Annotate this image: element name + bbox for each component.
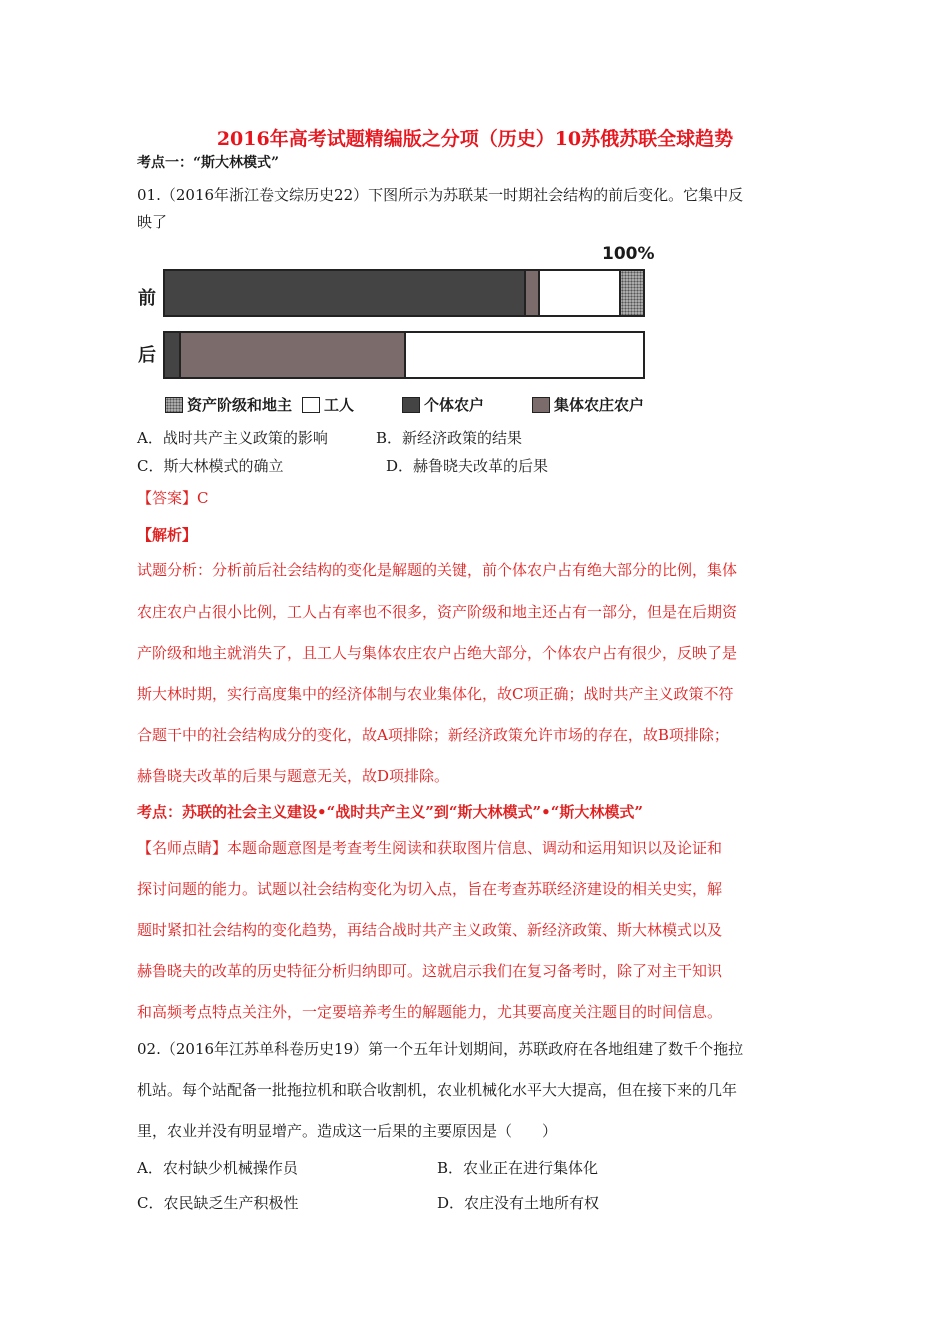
q1-option-c: C．斯大林模式的确立 [137, 457, 284, 475]
legend-swatch [165, 397, 183, 413]
q1-option-a: A．战时共产主义政策的影响 [137, 429, 328, 447]
analysis-line: 产阶级和地主就消失了，且工人与集体农庄农户占绝大部分，个体农户占有很少，反映了是 [137, 644, 738, 662]
bar-segment-workers [404, 333, 643, 377]
analysis-line: 农庄农户占很小比例，工人占有率也不很多，资产阶级和地主还占有一部分，但是在后期资 [137, 603, 738, 621]
bar-after [163, 331, 645, 379]
chart-legend [165, 394, 644, 415]
kaodian-line: 考点：苏联的社会主义建设•“战时共产主义”到“斯大林模式”•“斯大林模式” [137, 803, 643, 821]
legend-swatch [302, 397, 320, 413]
legend-swatch [532, 397, 550, 413]
row-label-before: 前 [138, 288, 156, 309]
bar-segment-workers [538, 271, 619, 315]
legend-label: 集体农庄农户 [554, 396, 645, 414]
q2-stem-line: 机站。每个站配备一批拖拉机和联合收割机，农业机械化水平大大提高，但在接下来的几年 [137, 1081, 738, 1099]
q2-stem-line: 里，农业并没有明显增产。造成这一后果的主要原因是（ ） [137, 1122, 558, 1140]
bar-segment-individual-farmers [165, 271, 524, 315]
analysis-line: 赫鲁晓夫改革的后果与题意无关，故D项排除。 [137, 767, 450, 785]
analysis-line: 合题干中的社会结构成分的变化，故A项排除；新经济政策允许市场的存在，故B项排除； [137, 726, 729, 744]
q1-analysis-label: 【解析】 [137, 526, 198, 544]
bar-segment-collective-farmers [179, 333, 404, 377]
analysis-line: 斯大林时期，实行高度集中的经济体制与农业集体化，故C项正确；战时共产主义政策不符 [137, 685, 734, 703]
legend-swatch [402, 397, 420, 413]
page-title: 2016年高考试题精编版之分项（历史）10苏俄苏联全球趋势 [216, 128, 734, 150]
analysis-line: 试题分析：分析前后社会结构的变化是解题的关键，前个体农户占有绝大部分的比例，集体 [137, 561, 738, 579]
legend-item-collective-farmers [532, 394, 644, 415]
row-label-after: 后 [138, 345, 156, 366]
axis-100-label: 100% [602, 244, 655, 264]
legend-item-individual-farmers [402, 394, 484, 415]
teacher-line: 和高频考点特点关注外，一定要培养考生的解题能力，尤其要高度关注题目的时间信息。 [137, 1003, 723, 1021]
section-heading: 考点一：“斯大林模式” [137, 155, 280, 171]
teacher-line: 题时紧扣社会结构的变化趋势，再结合战时共产主义政策、新经济政策、斯大林模式以及 [137, 921, 723, 939]
bar-segment-individual-farmers [165, 333, 179, 377]
q2-option-a: A．农村缺少机械操作员 [137, 1159, 298, 1177]
q2-stem-line: 02.（2016年江苏单科卷历史19）第一个五年计划期间，苏联政府在各地组建了数千个拖拉 [137, 1040, 744, 1058]
q1-option-b: B．新经济政策的结果 [376, 429, 523, 447]
q1-option-d: D．赫鲁晓夫改革的后果 [386, 457, 549, 475]
q1-stem-line2: 映了 [137, 213, 168, 231]
q2-option-d: D．农庄没有土地所有权 [437, 1194, 600, 1212]
bar-before [163, 269, 645, 317]
bar-segment-collective-farmers [524, 271, 538, 315]
teacher-line: 【名师点睛】本题命题意图是考查考生阅读和获取图片信息、调动和运用知识以及论证和 [137, 839, 723, 857]
q1-answer: 【答案】C [137, 489, 209, 507]
bar-segment-bourgeoisie-landlords [619, 271, 643, 315]
legend-label: 个体农户 [424, 396, 485, 414]
q2-option-c: C．农民缺乏生产积极性 [137, 1194, 299, 1212]
legend-item-workers [302, 394, 354, 415]
legend-label: 工人 [324, 396, 355, 414]
teacher-line: 探讨问题的能力。试题以社会结构变化为切入点，旨在考查苏联经济建设的相关史实，解 [137, 880, 723, 898]
legend-label: 资产阶级和地主 [187, 396, 293, 414]
teacher-line: 赫鲁晓夫的改革的历史特征分析归纳即可。这就启示我们在复习备考时，除了对主干知识 [137, 962, 723, 980]
legend-item-bourgeoisie-landlords [165, 394, 292, 415]
q2-option-b: B．农业正在进行集体化 [437, 1159, 599, 1177]
q1-stem-line1: 01.（2016年浙江卷文综历史22）下图所示为苏联某一时期社会结构的前后变化。它集中反 [137, 186, 744, 204]
